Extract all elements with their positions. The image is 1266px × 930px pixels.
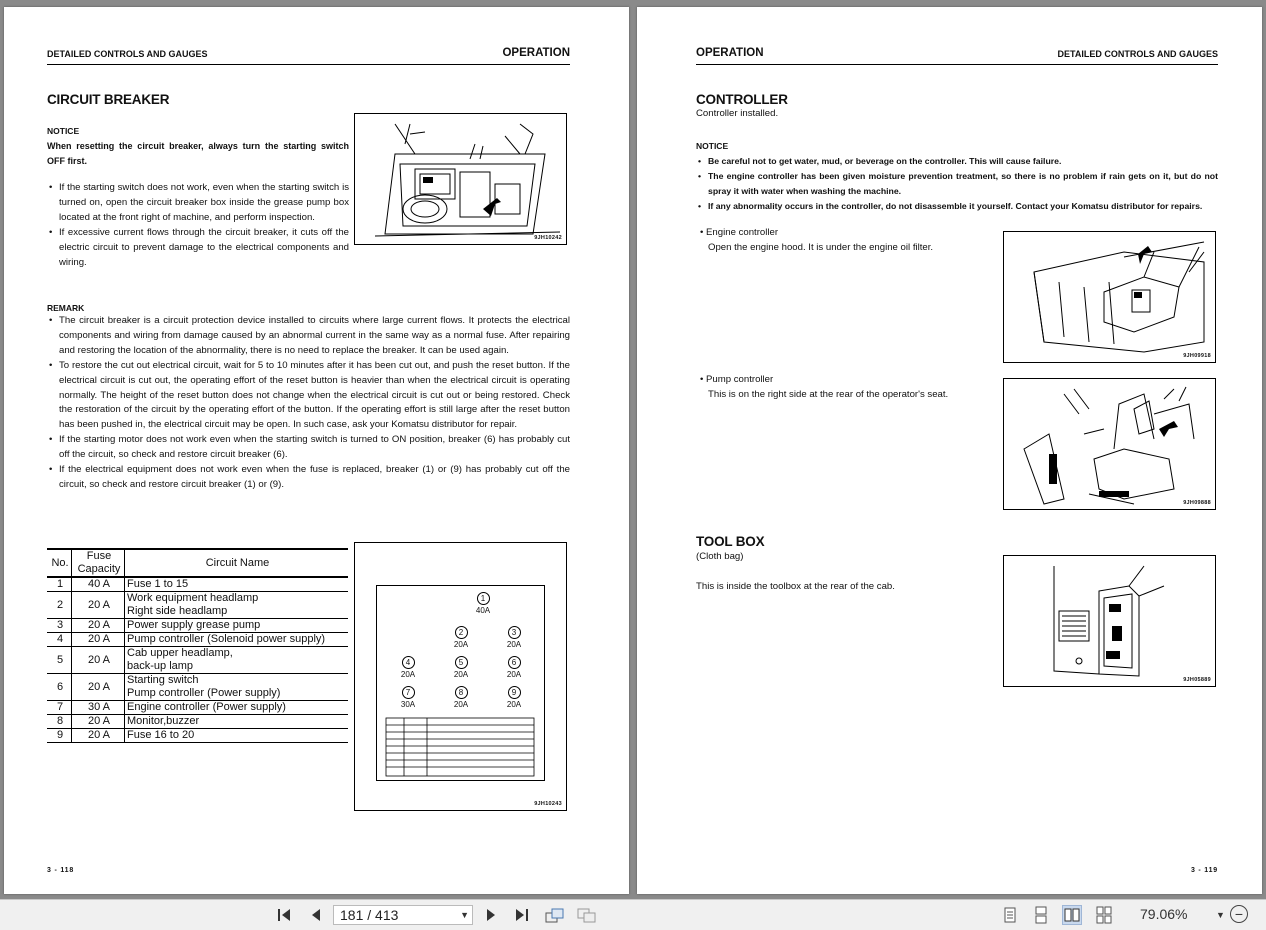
notice-bullet: • If the starting switch does not work, even when the starting switch is turned on, open the circuit breaker box inside the grease pump box located at the front right of machine, and perform inspection. (47, 181, 349, 226)
pump-controller-figure (1003, 378, 1216, 510)
table-row (47, 619, 348, 633)
breaker-number: 3 (508, 626, 521, 639)
breaker-rating: 20A (506, 640, 522, 649)
section-subtitle: Controller installed. (696, 108, 779, 119)
breaker-rating: 30A (400, 700, 416, 709)
cell-circuit (125, 592, 349, 619)
circuit-name: Monitor,buzzer (127, 715, 200, 727)
notice-label: NOTICE (47, 126, 80, 136)
left-page (4, 7, 629, 894)
circuit-breaker-box (376, 585, 545, 781)
cell-no: 4 (47, 633, 72, 647)
cell-circuit (125, 619, 349, 633)
zoom-level[interactable]: 79.06% (1140, 906, 1188, 922)
next-page-icon[interactable] (480, 906, 502, 924)
figure-code: 9JH05889 (1183, 677, 1211, 683)
first-page-icon[interactable] (274, 906, 296, 924)
col-header-no: No. (47, 549, 72, 577)
table-row (47, 577, 348, 592)
breaker-number: 5 (455, 656, 468, 669)
breaker-rating: 20A (506, 700, 522, 709)
table-row (47, 647, 348, 674)
cell-circuit (125, 715, 349, 729)
cell-no: 5 (47, 647, 72, 674)
cell-capacity: 20 A (72, 633, 125, 647)
page-number: 3 - 119 (1190, 867, 1218, 874)
cell-circuit (125, 674, 349, 701)
table-row (47, 715, 348, 729)
table-row (47, 701, 348, 715)
header-rule (47, 64, 570, 65)
cell-capacity: 40 A (72, 577, 125, 592)
circuit-name-line2: Pump controller (Power supply) (127, 687, 281, 699)
cell-no: 7 (47, 701, 72, 715)
col-header-capacity: Fuse Capacity (72, 549, 125, 577)
running-header-left: OPERATION (696, 47, 764, 59)
breaker-number: 7 (402, 686, 415, 699)
toolbox-figure (1003, 555, 1216, 687)
figure-code: 9JH10243 (534, 801, 562, 807)
fuse-table (47, 548, 348, 743)
bullet: • (700, 227, 707, 238)
breaker-number: 2 (455, 626, 468, 639)
two-page-icon[interactable] (1062, 905, 1082, 925)
engine-controller-text: Open the engine hood. It is under the engine oil filter. (708, 241, 934, 253)
breaker-rating: 20A (453, 670, 469, 679)
circuit-name: Fuse 16 to 20 (127, 729, 195, 741)
section-title: CIRCUIT BREAKER (47, 92, 170, 107)
remark-bullet: • The circuit breaker is a circuit protection device installed to circuits where large current flows. It protects the electrical components and wiring from damage caused by an abnormal current in the same way as a normal fuse. After repairing and restoring the location of the abnormality, there is no need to replace the breaker. It can be used again. (47, 314, 570, 359)
label-grid (377, 586, 544, 780)
cell-no: 3 (47, 619, 72, 633)
circuit-name: Engine controller (Power supply) (127, 701, 286, 713)
page-number-value: 181 / 413 (340, 907, 399, 923)
cell-circuit (125, 647, 349, 674)
cell-capacity: 20 A (72, 715, 125, 729)
viewer-toolbar (0, 899, 1266, 930)
remark-bullet: • If the starting motor does not work even when the starting switch is turned to ON position, breaker (6) has probably cut off the circuit, so check and restore circuit breaker (6). (47, 433, 570, 463)
rotate-icon[interactable] (543, 906, 565, 924)
engine-controller-label: Engine controller (706, 227, 779, 238)
toolbox-drawing (1004, 556, 1215, 686)
remark-label: REMARK (47, 303, 85, 313)
breaker-number: 9 (508, 686, 521, 699)
circuit-name-line2: back-up lamp (127, 660, 194, 672)
cell-capacity: 20 A (72, 674, 125, 701)
notice-list (696, 154, 1218, 214)
circuit-name: Fuse 1 to 15 (127, 578, 189, 590)
single-page-icon[interactable] (1000, 905, 1020, 925)
remark-bullet: • To restore the cut out electrical circuit, wait for 5 to 10 minutes after it has been cut out, and push the reset button. If the electrical circuit is cut out, the operating effort of the reset button is heavier than when the electrical circuit is operating normally. The height of the reset button does not change when the electrical circuit is cut out or being restored. Check the restoration of the circuit by the operating effort of the button. If the operating effort is still large after the reset button has been pushed in, the electrical circuit may be open. In such case, ask your Komatsu distributor for repair. (47, 359, 570, 434)
breaker-number: 1 (477, 592, 490, 605)
cell-no: 8 (47, 715, 72, 729)
rotate-alt-icon[interactable] (575, 906, 597, 924)
seat-drawing (1004, 379, 1215, 509)
breaker-number: 8 (455, 686, 468, 699)
two-page-continuous-icon[interactable] (1094, 905, 1114, 925)
breaker-rating: 20A (453, 640, 469, 649)
notice-label: NOTICE (696, 141, 729, 151)
cell-no: 9 (47, 729, 72, 743)
toolbox-subtitle: (Cloth bag) (696, 551, 744, 562)
breaker-number: 6 (508, 656, 521, 669)
continuous-icon[interactable] (1031, 905, 1051, 925)
table-row (47, 592, 348, 619)
breaker-rating: 20A (506, 670, 522, 679)
machine-compartment-drawing (355, 114, 566, 244)
pump-controller-item (700, 373, 948, 402)
table-row (47, 633, 348, 647)
notice-bullet: • If excessive current flows through the circuit breaker, it cuts off the electric circuit to prevent damage to the electrical components and wiring. (47, 226, 349, 271)
table-row (47, 729, 348, 743)
figure-code: 9JH10242 (534, 235, 562, 241)
notice-text: When resetting the circuit breaker, always turn the starting switch OFF first. (47, 141, 349, 166)
toolbox-text: This is inside the toolbox at the rear of the cab. (696, 581, 895, 592)
notice-bullet: • The engine controller has been given moisture prevention treatment, so there is no problem if rain gets on it, but do not spray it with water when washing the machine. (696, 169, 1218, 199)
engine-controller-item (700, 226, 933, 255)
engine-drawing (1004, 232, 1215, 362)
zoom-dropdown-icon[interactable]: ▼ (1216, 910, 1225, 920)
page-number: 3 - 118 (47, 867, 75, 874)
circuit-name-line2: Right side headlamp (127, 605, 228, 617)
remark-bullet: • If the electrical equipment does not work even when the fuse is replaced, breaker (1) or (9) has probably cut off the circuit, so check and restore circuit breaker (1) or (9). (47, 463, 570, 493)
running-header-right: OPERATION (502, 47, 570, 59)
col-header-circuit: Circuit Name (125, 549, 349, 577)
pump-controller-label: Pump controller (706, 374, 774, 385)
breaker-rating: 20A (453, 700, 469, 709)
cell-no: 2 (47, 592, 72, 619)
cell-capacity: 20 A (72, 647, 125, 674)
cell-circuit (125, 577, 349, 592)
circuit-name: Cab upper headlamp, (127, 647, 233, 659)
circuit-name: Work equipment headlamp (127, 592, 259, 604)
cell-circuit (125, 729, 349, 743)
cell-no: 6 (47, 674, 72, 701)
running-header-left: DETAILED CONTROLS AND GAUGES (47, 49, 208, 59)
page-number-input[interactable] (333, 905, 473, 925)
circuit-breaker-location-figure (354, 113, 567, 245)
cell-circuit (125, 701, 349, 715)
breaker-rating: 20A (400, 670, 416, 679)
cell-capacity: 20 A (72, 619, 125, 633)
cell-circuit (125, 633, 349, 647)
toolbox-title: TOOL BOX (696, 534, 765, 549)
bullet: • (700, 374, 707, 385)
last-page-icon[interactable] (511, 906, 533, 924)
right-page (637, 7, 1262, 894)
remark-list (47, 314, 570, 493)
cell-capacity: 20 A (72, 592, 125, 619)
table-row (47, 674, 348, 701)
figure-code: 9JH09918 (1183, 353, 1211, 359)
notice-bullet: • Be careful not to get water, mud, or beverage on the controller. This will cause failure. (696, 154, 1218, 169)
running-header-right: DETAILED CONTROLS AND GAUGES (1057, 49, 1218, 59)
cell-capacity: 20 A (72, 729, 125, 743)
engine-controller-figure (1003, 231, 1216, 363)
breaker-number: 4 (402, 656, 415, 669)
cell-no: 1 (47, 577, 72, 592)
breaker-rating: 40A (475, 606, 491, 615)
circuit-name: Pump controller (Solenoid power supply) (127, 633, 326, 645)
circuit-name: Starting switch (127, 674, 199, 686)
header-rule (696, 64, 1218, 65)
cell-capacity: 30 A (72, 701, 125, 715)
page-dropdown-icon[interactable]: ▼ (460, 910, 469, 920)
pump-controller-text: This is on the right side at the rear of the operator's seat. (708, 388, 949, 400)
notice-bullet: • If any abnormality occurs in the controller, do not disassemble it yourself. Contact your Komatsu distributor for repairs. (696, 199, 1218, 214)
figure-code: 9JH09888 (1183, 500, 1211, 506)
section-title: CONTROLLER (696, 92, 788, 107)
zoom-out-icon[interactable]: − (1230, 905, 1248, 923)
notice-list (47, 181, 349, 270)
prev-page-icon[interactable] (305, 906, 327, 924)
circuit-name: Power supply grease pump (127, 619, 261, 631)
